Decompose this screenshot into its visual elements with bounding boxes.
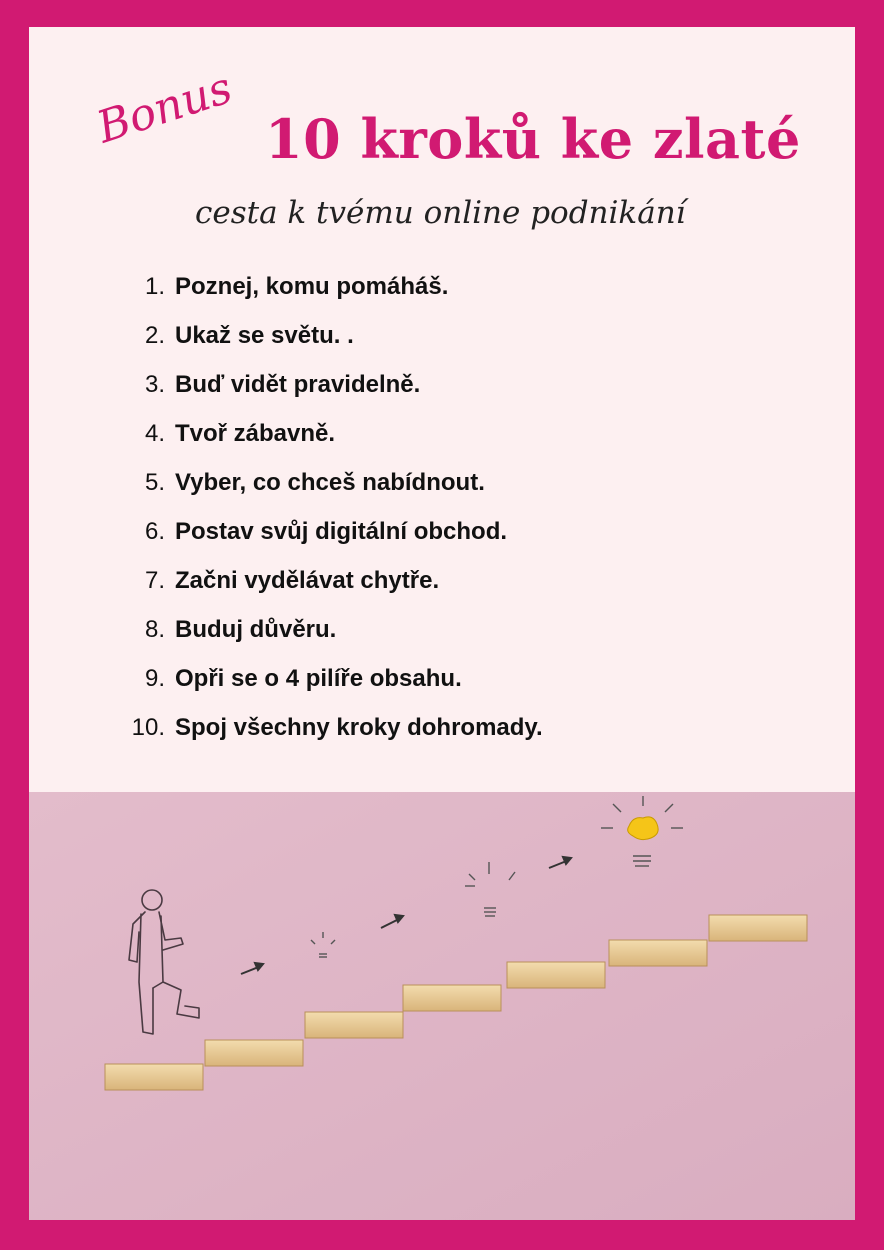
step-text: Ukaž se světu. .	[175, 322, 354, 349]
step-item	[117, 420, 543, 469]
step-text: Buduj důvěru.	[175, 616, 337, 643]
step-number: 8.	[144, 616, 165, 643]
step-text: Opři se o 4 pilíře obsahu.	[175, 665, 462, 692]
step-number: 7.	[144, 567, 165, 594]
staircase-person-lightbulb-icon	[29, 792, 855, 1220]
step-item	[117, 518, 543, 567]
step-number: 6.	[144, 518, 165, 545]
step-text: Spoj všechny kroky dohromady.	[175, 714, 543, 741]
bonus-label: Bonus	[91, 62, 239, 154]
step-text: Poznej, komu pomáháš.	[175, 273, 449, 300]
step-item	[117, 616, 543, 665]
step-item	[117, 469, 543, 518]
step-item	[117, 322, 543, 371]
step-text: Buď vidět pravidelně.	[175, 371, 421, 398]
poster-title: 10 kroků ke zlaté	[265, 107, 801, 171]
step-number: 9.	[144, 665, 165, 692]
step-item	[117, 567, 543, 616]
step-text: Začni vydělávat chytře.	[175, 567, 440, 594]
step-item	[117, 273, 543, 322]
step-text: Postav svůj digitální obchod.	[175, 518, 508, 545]
step-item	[117, 665, 543, 714]
step-number: 3.	[144, 371, 165, 398]
step-text: Tvoř zábavně.	[175, 420, 336, 447]
step-number: 5.	[144, 469, 165, 496]
step-number: 2.	[144, 322, 165, 349]
steps-list	[117, 273, 543, 763]
poster-subtitle: cesta k tvému online podnikání	[195, 195, 686, 231]
step-text: Vyber, co chceš nabídnout.	[175, 469, 485, 496]
staircase-illustration	[29, 792, 855, 1220]
step-number: 4.	[144, 420, 165, 447]
step-number: 10.	[131, 714, 165, 741]
step-number: 1.	[144, 273, 165, 300]
step-item	[117, 714, 543, 763]
step-item	[117, 371, 543, 420]
